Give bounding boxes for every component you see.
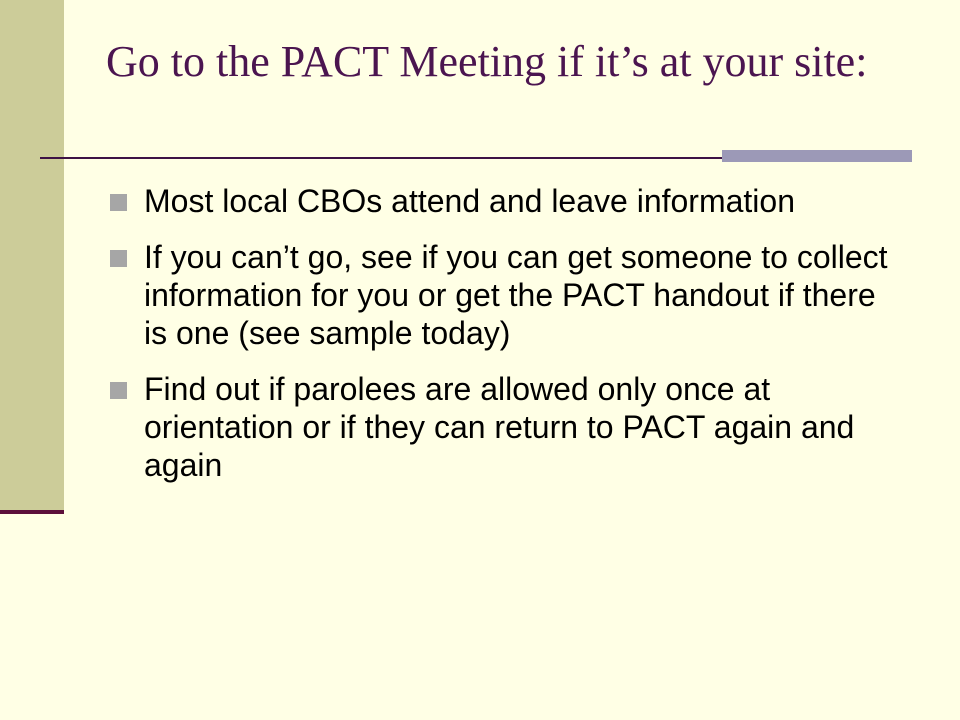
slide-title: Go to the PACT Meeting if it’s at your site:	[106, 37, 868, 86]
bullet-list	[106, 182, 906, 502]
bullet-item-2	[106, 238, 906, 352]
square-bullet-icon	[110, 250, 127, 267]
bullet-text: Find out if parolees are allowed only once at orientation or if they can return to PACT again and again	[144, 371, 855, 483]
title-divider-accent	[722, 150, 912, 162]
bullet-text: Most local CBOs attend and leave information	[144, 183, 795, 219]
bullet-item-3	[106, 370, 906, 484]
left-decorative-bar	[0, 0, 64, 512]
square-bullet-icon	[110, 382, 127, 399]
square-bullet-icon	[110, 194, 127, 211]
left-bar-underline	[0, 510, 64, 514]
bullet-text: If you can’t go, see if you can get someone to collect information for you or get the PACT handout if there is one (see sample today)	[144, 239, 888, 351]
bullet-item-1	[106, 182, 906, 220]
